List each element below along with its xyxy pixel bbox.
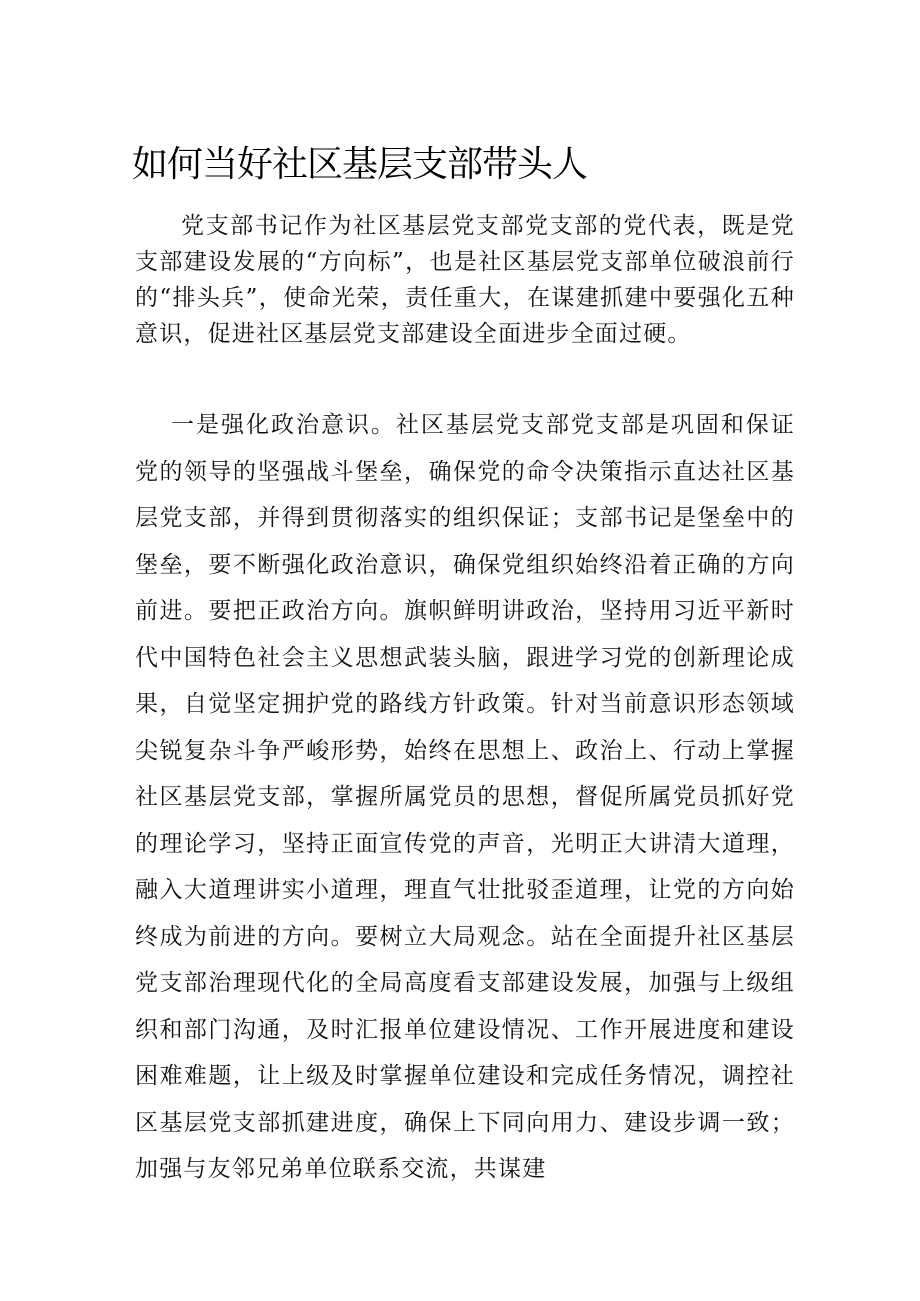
intro-paragraph: 党支部书记作为社区基层党支部党支部的党代表，既是党支部建设发展的“方向标”，也是社区基层党支部单位破浪前行的“排头兵”，使命光荣，责任重大，在谋建抓建中要强化五种意识，促进社区基层党支部建设全面进步全面过硬。 (135, 213, 795, 347)
body-paragraph: 一是强化政治意识。社区基层党支部党支部是巩固和保证党的领导的坚强战斗堡垒，确保党的命令决策指示直达社区基层党支部，并得到贯彻落实的组织保证；支部书记是堡垒中的堡垒，要不断强化政治意识，确保党组织始终沿着正确的方向前进。要把正政治方向。旗帜鲜明讲政治，坚持用习近平新时代中国特色社会主义思想武装头脑，跟进学习党的创新理论成果，自觉坚定拥护党的路线方针政策。针对当前意识形态领域尖锐复杂斗争严峻形势，始终在思想上、政治上、行动上掌握社区基层党支部，掌握所属党员的思想，督促所属党员抓好党的理论学习，坚持正面宣传党的声音，光明正大讲清大道理，融入大道理讲实小道理，理直气壮批驳歪道理，让党的方向始终成为前进的方向。要树立大局观念。站在全面提升社区基层党支部治理现代化的全局高度看支部建设发展，加强与上级组织和部门沟通，及时汇报单位建设情况、工作开展进度和建设困难难题，让上级及时掌握单位建设和完成任务情况，调控社区基层党支部抓建进度，确保上下同向用力、建设步调一致；加强与友邻兄弟单位联系交流，共谋建 (135, 412, 795, 1182)
document-title: 如何当好社区基层支部带头人 (132, 144, 588, 185)
